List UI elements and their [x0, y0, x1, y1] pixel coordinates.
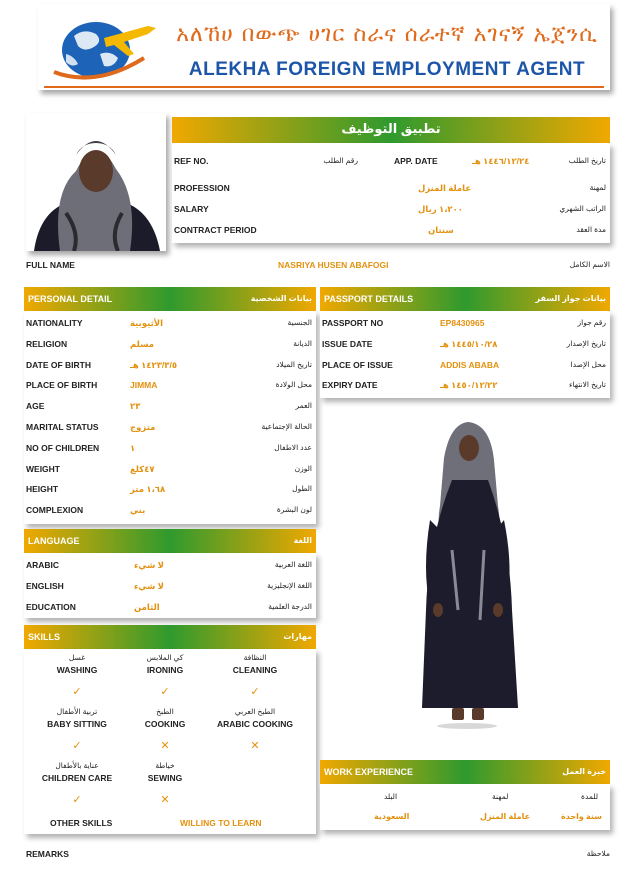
- passport-detail-value: EP8430965: [440, 318, 485, 328]
- contract-row: [174, 223, 606, 237]
- personal-detail-value: ١،٦٨ متر: [130, 484, 166, 495]
- skill-label-ar: خياطة: [155, 761, 175, 770]
- personal-detail-row: [26, 420, 312, 434]
- agency-name-english: ALEKHA FOREIGN EMPLOYMENT AGENT: [188, 59, 586, 80]
- language-row: [26, 579, 312, 593]
- agency-header: [38, 4, 610, 90]
- language-label-ar: الدرجة العلمية: [268, 601, 312, 611]
- language-label-ar: اللغة العربية: [274, 560, 312, 569]
- personal-detail-row: [26, 399, 312, 413]
- other-skills-label: OTHER SKILLS: [50, 818, 113, 828]
- salary-label: SALARY: [174, 204, 209, 214]
- skill-mark: ✓: [72, 686, 82, 698]
- remarks-label: REMARKS: [26, 849, 69, 859]
- skill-label-ar: النظافة: [243, 653, 267, 662]
- skill-label: BABY SITTING: [47, 719, 107, 729]
- skill-label-ar: الطبخ العربي: [234, 707, 276, 716]
- skill-mark: ✕: [250, 740, 260, 752]
- work-profession-header: لمهنة: [492, 792, 509, 801]
- passport-detail-label-ar: تاريخ الانتهاء: [569, 380, 606, 390]
- personal-detail-label-ar: عدد الاطفال: [274, 442, 312, 452]
- skills-title: SKILLS: [28, 632, 61, 642]
- skill-label-ar: عناية بالأطفال: [55, 761, 99, 770]
- passport-detail-row: [322, 378, 606, 392]
- personal-detail-value: الأثيوبية: [130, 318, 164, 328]
- app-date-label-ar: تاريخ الطلب: [568, 156, 606, 165]
- personal-detail-label: PLACE OF BIRTH: [26, 380, 98, 391]
- language-label-ar: اللغة الإنجليزية: [267, 580, 312, 590]
- work-experience-header: [320, 760, 610, 784]
- ref-no-label: REF NO.: [174, 156, 209, 166]
- passport-details-header: [320, 287, 610, 311]
- passport-detail-row: [322, 337, 606, 351]
- personal-detail-value: بني: [130, 505, 146, 516]
- profession-row: [174, 181, 606, 195]
- work-duration-value: سنة واحدة: [560, 812, 602, 821]
- ref-no-label-ar: رقم الطلب: [323, 156, 358, 165]
- work-country-header: البلد: [384, 792, 398, 801]
- language-value: لا شيء: [134, 580, 164, 591]
- passport-detail-label: EXPIRY DATE: [322, 380, 378, 391]
- passport-detail-label-ar: تاريخ الإصدار: [566, 338, 606, 348]
- personal-detail-label-ar: الوزن: [294, 463, 312, 473]
- skill-mark: ✓: [250, 686, 260, 698]
- application-title: تطبيق التوظيف: [341, 121, 441, 136]
- personal-detail-row: [26, 337, 312, 351]
- agency-name-amharic: አለኸሀ በውጭ ሀገር ስራና ሰራተኛ አገናኝ ኤጀንሲ: [176, 22, 598, 47]
- personal-detail-value: ٤٧كلغ: [130, 463, 155, 474]
- personal-detail-row: [26, 358, 312, 372]
- contract-label-ar: مدة العقد: [576, 225, 606, 234]
- full-name-value: NASRIYA HUSEN ABAFOGI: [278, 260, 389, 270]
- skill-mark: ✓: [72, 740, 82, 752]
- passport-detail-value: ADDIS ABABA: [440, 359, 500, 370]
- personal-detail-value: ١: [130, 442, 136, 453]
- language-label: ENGLISH: [26, 580, 64, 591]
- skill-label: IRONING: [146, 665, 184, 675]
- personal-detail-label: NATIONALITY: [26, 318, 83, 328]
- remarks-row: [26, 847, 610, 861]
- salary-row: [174, 202, 606, 216]
- personal-detail-title-ar: بيانات الشخصية: [250, 294, 312, 303]
- personal-detail-title: PERSONAL DETAIL: [28, 294, 113, 304]
- skill-label: WASHING: [56, 665, 98, 675]
- personal-detail-label: NO OF CHILDREN: [26, 442, 100, 453]
- language-label: ARABIC: [26, 560, 60, 570]
- language-row: [26, 558, 312, 572]
- profession-label: PROFESSION: [174, 183, 230, 193]
- skill-label-ar: الطبخ: [156, 707, 174, 716]
- globe-airplane-logo: [44, 14, 160, 82]
- skill-label: CLEANING: [232, 665, 278, 675]
- personal-detail-label-ar: الجنسية: [287, 318, 312, 327]
- personal-detail-row: [26, 482, 312, 496]
- passport-details-panel: [320, 311, 610, 398]
- salary-label-ar: الراتب الشهري: [559, 204, 606, 213]
- skill-label: SEWING: [147, 773, 183, 783]
- personal-detail-value: ٢٣: [130, 401, 141, 412]
- full-name-row: [26, 258, 610, 272]
- profession-label-ar: لمهنة: [589, 183, 606, 192]
- full-name-label: FULL NAME: [26, 260, 75, 270]
- salary-value: ١،٢٠٠ ريال: [418, 204, 463, 214]
- language-title: LANGUAGE: [28, 536, 80, 546]
- full-body-photo: [400, 410, 535, 730]
- passport-detail-label: ISSUE DATE: [322, 338, 373, 349]
- passport-detail-label-ar: محل الإصدا: [570, 359, 606, 369]
- work-profession-value: عاملة المنزل: [480, 812, 531, 821]
- portrait-photo: [26, 113, 166, 251]
- personal-detail-row: [26, 441, 312, 455]
- skill-mark: ✕: [160, 740, 170, 752]
- language-panel: [24, 553, 316, 618]
- app-date-value: ١٤٤٦/١٢/٢٤ هـ: [472, 156, 530, 166]
- work-experience-panel: [320, 784, 610, 830]
- ref-no-row: [174, 154, 606, 168]
- skill-mark: ✓: [72, 794, 82, 806]
- passport-detail-value: ١٤٥٠/١٢/٢٢ هـ: [440, 380, 498, 391]
- contract-value: سنتان: [428, 225, 454, 235]
- skill-label-ar: غسل: [68, 653, 86, 662]
- passport-detail-value: ١٤٤٥/١٠/٢٨ هـ: [440, 338, 498, 349]
- personal-detail-label: AGE: [26, 401, 45, 412]
- skills-panel: [24, 649, 316, 834]
- personal-detail-row: [26, 316, 312, 330]
- skill-label: ARABIC COOKING: [216, 719, 294, 729]
- remarks-label-ar: ملاحظة: [586, 849, 610, 858]
- skill-mark: ✕: [160, 794, 170, 806]
- skill-mark: ✓: [160, 686, 170, 698]
- passport-details-title-ar: بيانات جواز السفر: [535, 294, 606, 303]
- personal-detail-label: MARITAL STATUS: [26, 422, 99, 432]
- personal-detail-label-ar: الطول: [292, 484, 312, 494]
- language-title-ar: اللغة: [293, 536, 312, 545]
- passport-details-title: PASSPORT DETAILS: [324, 294, 414, 304]
- personal-detail-label-ar: تاريخ الميلاد: [276, 359, 312, 369]
- profession-value: عاملة المنزل: [418, 183, 472, 193]
- language-header: [24, 529, 316, 553]
- passport-detail-label: PLACE OF ISSUE: [322, 359, 393, 370]
- app-date-label: APP. DATE: [394, 156, 438, 166]
- personal-detail-label: WEIGHT: [26, 463, 60, 474]
- passport-detail-row: [322, 358, 606, 372]
- personal-detail-label: RELIGION: [26, 338, 68, 349]
- skill-label-ar: تربية الأطفال: [56, 707, 98, 716]
- language-row: [26, 600, 312, 614]
- personal-detail-value: ١٤٢٣/٣/٥ هـ: [130, 359, 178, 370]
- work-experience-title: WORK EXPERIENCE: [324, 767, 414, 777]
- work-duration-header: للمدة: [581, 792, 598, 801]
- passport-detail-label-ar: رقم جواز: [577, 318, 606, 327]
- other-skills-row: [50, 816, 300, 830]
- skill-label: CHILDREN CARE: [41, 773, 113, 783]
- personal-detail-label-ar: لون البشرة: [276, 505, 312, 515]
- full-name-label-ar: الاسم الكامل: [569, 260, 610, 269]
- personal-detail-value: JIMMA: [130, 380, 158, 391]
- work-experience-title-ar: خبرة العمل: [562, 767, 606, 776]
- personal-detail-label: DATE OF BIRTH: [26, 359, 92, 370]
- header-divider: [44, 86, 604, 88]
- personal-detail-label-ar: محل الولادة: [275, 380, 312, 390]
- personal-detail-row: [26, 378, 312, 392]
- skill-label: COOKING: [144, 719, 186, 729]
- personal-detail-label: COMPLEXION: [26, 505, 84, 516]
- contract-label: CONTRACT PERIOD: [174, 225, 257, 235]
- personal-detail-header: [24, 287, 316, 311]
- personal-detail-panel: [24, 311, 316, 524]
- skill-label-ar: كي الملابس: [146, 653, 184, 662]
- personal-detail-value: متزوج: [130, 422, 156, 432]
- application-title-bar: [172, 117, 610, 143]
- passport-detail-label: PASSPORT NO: [322, 318, 384, 328]
- application-panel: [172, 143, 610, 243]
- work-country-value: السعودية: [374, 812, 410, 821]
- other-skills-value: WILLING TO LEARN: [180, 818, 262, 828]
- personal-detail-row: [26, 462, 312, 476]
- personal-detail-row: [26, 503, 312, 517]
- personal-detail-label-ar: العمر: [295, 401, 312, 411]
- skills-header: [24, 625, 316, 649]
- language-value: الثامن: [134, 601, 160, 612]
- personal-detail-label-ar: الحالة الإجتماعية: [261, 422, 312, 431]
- personal-detail-label: HEIGHT: [26, 484, 59, 495]
- language-label: EDUCATION: [26, 601, 76, 612]
- language-value: لا شيء: [134, 560, 164, 570]
- personal-detail-label-ar: الديانة: [293, 338, 312, 348]
- personal-detail-value: مسلم: [130, 338, 155, 349]
- passport-detail-row: [322, 316, 606, 330]
- skills-title-ar: مهارات: [283, 632, 312, 641]
